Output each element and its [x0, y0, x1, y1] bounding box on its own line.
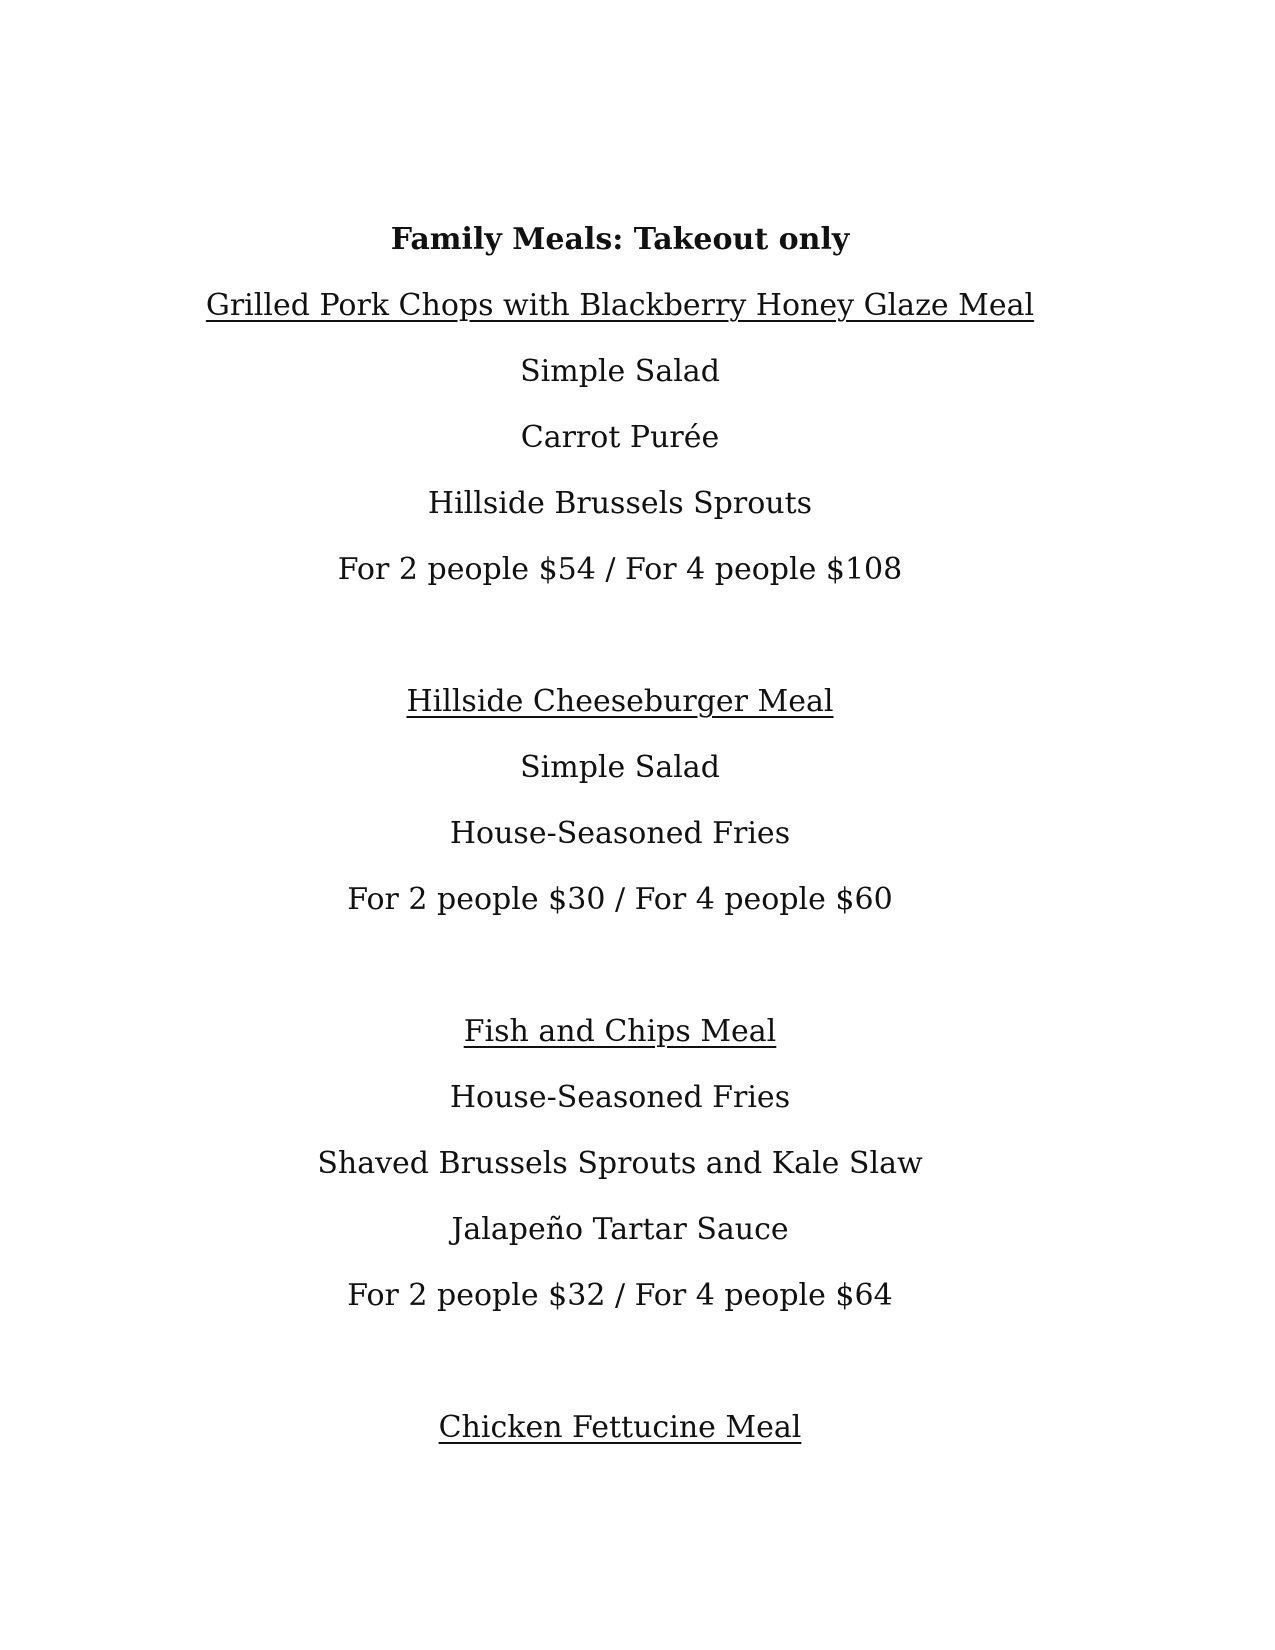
meal-name: Fish and Chips Meal	[463, 1014, 777, 1049]
meal-name: Hillside Cheeseburger Meal	[406, 684, 834, 719]
meal-section-cheeseburger	[0, 669, 1240, 933]
meal-side: Shaved Brussels Sprouts and Kale Slaw	[317, 1146, 923, 1181]
meal-side: Jalapeño Tartar Sauce	[451, 1212, 789, 1247]
meal-side: Hillside Brussels Sprouts	[427, 486, 813, 521]
meal-name: Grilled Pork Chops with Blackberry Honey Glaze Meal	[205, 288, 1035, 323]
meal-side: Simple Salad	[520, 750, 720, 785]
section-spacer	[0, 1329, 1240, 1395]
meal-price: For 2 people $32 / For 4 people $64	[347, 1278, 893, 1313]
meal-side: Simple Salad	[520, 354, 720, 389]
meal-side: House-Seasoned Fries	[449, 1080, 791, 1115]
page-title: Family Meals: Takeout only	[390, 222, 850, 257]
meal-section-pork-chops	[0, 273, 1240, 603]
meal-side: House-Seasoned Fries	[449, 816, 791, 851]
meal-price: For 2 people $30 / For 4 people $60	[347, 882, 893, 917]
meal-price: For 2 people $54 / For 4 people $108	[337, 552, 903, 587]
section-spacer	[0, 603, 1240, 669]
menu-page	[0, 207, 1240, 1461]
meal-name: Chicken Fettucine Meal	[438, 1410, 802, 1445]
meal-side: Carrot Purée	[520, 420, 720, 455]
meal-section-fish-and-chips	[0, 999, 1240, 1329]
meal-section-chicken-fettucine	[0, 1395, 1240, 1461]
section-spacer	[0, 933, 1240, 999]
